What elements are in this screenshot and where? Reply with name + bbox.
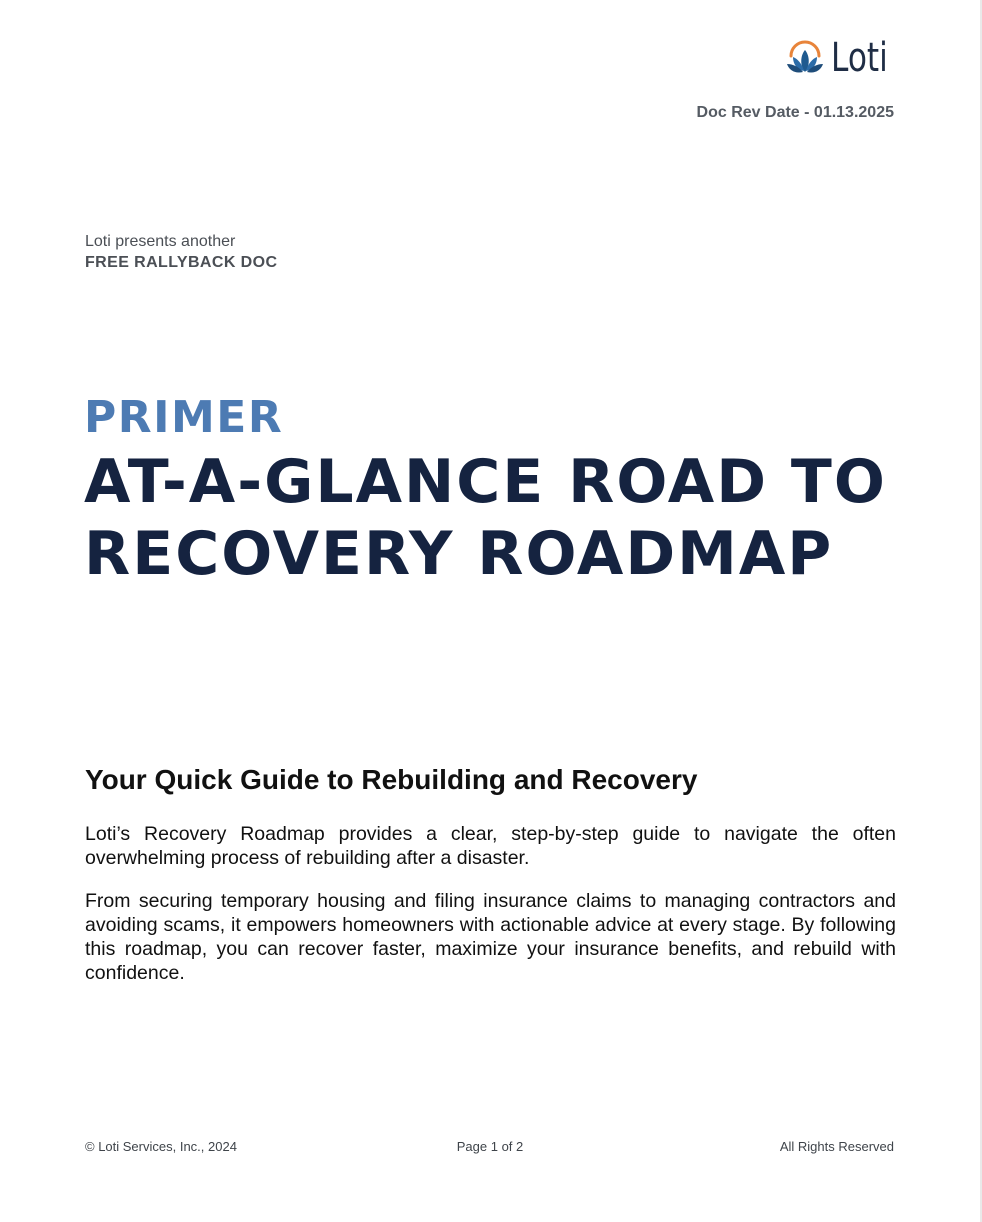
footer-copyright: © Loti Services, Inc., 2024 bbox=[85, 1139, 237, 1154]
doc-revision-date: Doc Rev Date - 01.13.2025 bbox=[696, 104, 894, 121]
primer-kicker: PRIMER bbox=[84, 392, 284, 443]
logo-wordmark: Loti bbox=[831, 35, 888, 81]
title-line-1: AT-A-GLANCE ROAD TO bbox=[84, 447, 887, 517]
lotus-logo-icon bbox=[783, 36, 827, 80]
title-line-2: RECOVERY ROADMAP bbox=[84, 519, 834, 589]
page-title bbox=[84, 446, 944, 590]
loti-logo bbox=[783, 36, 894, 80]
footer-rights: All Rights Reserved bbox=[779, 1139, 894, 1154]
intro-block bbox=[85, 231, 277, 273]
presents-text: Loti presents another bbox=[85, 233, 236, 250]
paragraph-details: From securing temporary housing and filing insurance claims to managing contractors and avoiding scams, it empowers homeowners with actionable advice at every stage. By following this roadmap, you can recover faster, maximize your insurance benefits, and rebuild with confidence. bbox=[85, 890, 896, 984]
section-heading: Your Quick Guide to Rebuilding and Recovery bbox=[85, 764, 698, 795]
paragraph-intro: Loti’s Recovery Roadmap provides a clear, step-by-step guide to navigate the often overwhelming process of rebuilding after a disaster. bbox=[85, 823, 896, 869]
footer-page-number: Page 1 of 2 bbox=[456, 1139, 524, 1154]
doc-type-label: FREE RALLYBACK DOC bbox=[85, 254, 278, 271]
